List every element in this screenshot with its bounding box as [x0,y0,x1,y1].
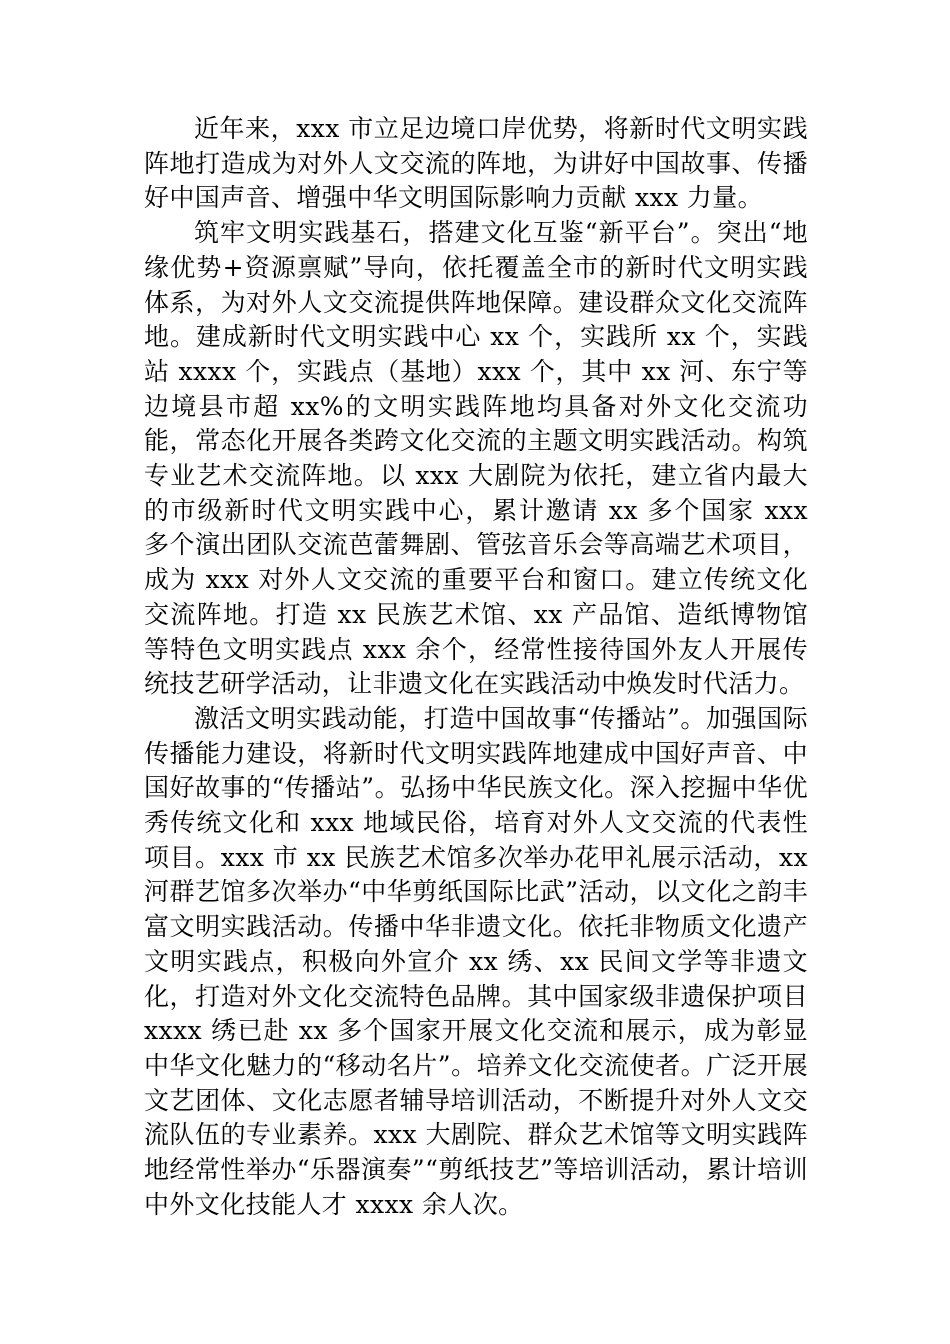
paragraph-practice-base: 筑牢文明实践基石，搭建文化互鉴“新平台”。突出“地缘优势+资源禀赋”导向，依托覆盖全市的新时代文明实践体系，为对外人文交流提供阵地保障。建设群众文化交流阵地。建成新时代文明实践中心 xx 个，实践所 xx 个，实践站 xxxx 个，实践点（基地）xxx 个，其中 xx 河、东宁等边境县市超 xx%的文明实践阵地均具备对外文化交流功能，常态化开展各类跨文化交流的主题文明实践活动。构筑专业艺术交流阵地。以 xxx 大剧院为依托，建立省内最大的市级新时代文明实践中心，累计邀请 xx 多个国家 xxx 多个演出团队交流芭蕾舞剧、管弦音乐会等高端艺术项目，成为 xxx 对外人文交流的重要平台和窗口。建立传统文化交流阵地。打造 xx 民族艺术馆、xx 产品馆、造纸博物馆等特色文明实践点 xxx 余个，经常性接待国外友人开展传统技艺研学活动，让非遗文化在实践活动中焕发时代活力。 [144,218,808,699]
paragraph-intro: 近年来，xxx 市立足边境口岸优势，将新时代文明实践阵地打造成为对外人文交流的阵地，为讲好中国故事、传播好中国声音、增强中华文明国际影响力贡献 xxx 力量。 [144,114,808,213]
paragraph-communication-station: 激活文明实践动能，打造中国故事“传播站”。加强国际传播能力建设，将新时代文明实践阵地建成中国好声音、中国好故事的“传播站”。弘扬中华民族文化。深入挖掘中华优秀传统文化和 xxx 地域民俗，培育对外人文交流的代表性项目。xxx 市 xx 民族艺术馆多次举办花甲礼展示活动，xx 河群艺馆多次举办“中华剪纸国际比武”活动，以文化之韵丰富文明实践活动。传播中华非遗文化。依托非物质文化遗产文明实践点，积极向外宣介 xx 绣、xx 民间文学等非遗文化，打造对外文化交流特色品牌。其中国家级非遗保护项目 xxxx 绣已赴 xx 多个国家开展文化交流和展示，成为彰显中华文化魅力的“移动名片”。培养文化交流使者。广泛开展文艺团体、文化志愿者辅导培训活动，不断提升对外人文交流队伍的专业素养。xxx 大剧院、群众艺术馆等文明实践阵地经常性举办“乐器演奏”“剪纸技艺”等培训活动，累计培训中外文化技能人才 xxxx 余人次。 [144,703,808,1219]
document-body [144,112,808,1223]
